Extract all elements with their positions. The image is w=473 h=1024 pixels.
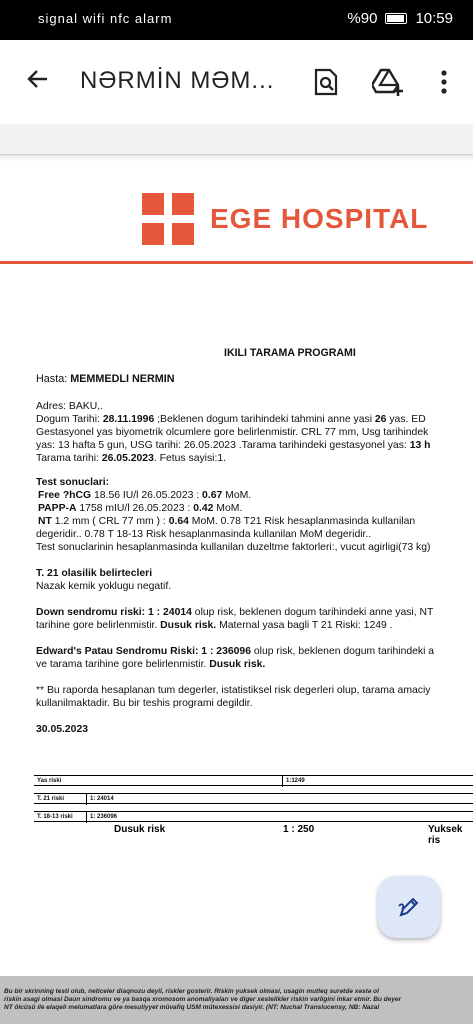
footer-line-3: NT ölcüsü ile elaqeli melumatlara görə mesuliyyet müvafiq USM mütexessisi dasiyir. (NT: Nuchal Translucensy, NB: Nazal bbox=[4, 1004, 380, 1011]
battery-percent: %90 bbox=[347, 10, 378, 27]
status-icons: signal wifi nfc alarm bbox=[38, 11, 173, 26]
nt-line: NT 1.2 mm ( CRL 77 mm ) : 0.64 MoM. 0.78 T21 Risk hesaplanmasinda kullanilan bbox=[38, 516, 416, 527]
risk-row-age: Yas riski 1:1249 bbox=[34, 775, 473, 786]
report-footer-disclaimer bbox=[0, 976, 473, 1024]
report-heading: IKILI TARAMA PROGRAMI bbox=[224, 347, 356, 359]
birth-date-line: Dogum Tarihi: 28.11.1996 ;Beklenen dogum tarihindeki tahmini anne yasi 26 yas. ED bbox=[36, 414, 426, 425]
scale-low-label: Dusuk risk bbox=[114, 824, 166, 835]
gestational-line: Gestasyonel yas biyometrik olcumlere gore belirlenmistir. CRL 77 mm, Usg tarihindek bbox=[36, 427, 429, 438]
scan-date-line: Tarama tarihi: 26.05.2023. Fetus sayisi:1. bbox=[36, 453, 227, 464]
hospital-logo bbox=[142, 193, 428, 245]
annotate-pen-icon[interactable] bbox=[378, 876, 440, 938]
clock: 10:59 bbox=[415, 10, 453, 27]
hospital-logo-mark bbox=[142, 193, 194, 245]
test-results-title: Test sonuclari: bbox=[36, 477, 110, 488]
free-hcg-line: Free ?hCG 18.56 IU/l 26.05.2023 : 0.67 MoM. bbox=[38, 490, 252, 501]
footer-line-1: Bu bir skrinning testi olub, neticeler diaqnozu deyil, riskler gosterir. Riskin yuksek olmasi, usagin mutleq surətdə xəstə ol bbox=[4, 988, 379, 995]
risk-row-t21: T. 21 riski 1: 24014 bbox=[34, 793, 473, 804]
edwards-risk-line: Edward's Patau Sendromu Riski: 1 : 236096 olup risk, beklenen dogum tarihindeki a bbox=[36, 646, 435, 657]
add-to-drive-icon[interactable] bbox=[370, 64, 406, 100]
search-in-document-icon[interactable] bbox=[308, 64, 344, 100]
disclaimer-line-2: kullanilmaktadir. Bu bir teshis programi degildir. bbox=[36, 698, 253, 709]
markers-title: T. 21 olasilik belirtecleri bbox=[36, 568, 153, 579]
papp-a-line: PAPP-A 1758 mIU/l 26.05.2023 : 0.42 MoM. bbox=[38, 503, 243, 514]
status-bar bbox=[0, 0, 473, 40]
patient-line: Hasta: MEMMEDLI NERMIN bbox=[36, 373, 175, 385]
header-divider bbox=[0, 261, 473, 264]
risk-row-t18-13: T. 18-13 riski 1: 236096 bbox=[34, 811, 473, 822]
down-risk-line-2: tarihine gore belirlenmistir. Dusuk risk. Maternal yasa bagli T 21 Riski: 1249 . bbox=[36, 620, 393, 631]
app-bar bbox=[0, 40, 473, 124]
usg-line: yas: 13 hafta 5 gun, USG tarihi: 26.05.2023 .Tarama tarihindeki gestasyonel yas: 13 h bbox=[36, 440, 431, 451]
address-line: Adres: BAKU,. bbox=[36, 401, 103, 412]
battery-icon bbox=[385, 13, 407, 24]
mom-note-line: degeridir.. 0.78 T 18-13 Risk hesaplanmasinda kullanilan MoM degeridir.. bbox=[36, 529, 372, 540]
correction-factors-line: Test sonuclarinin hesaplanmasinda kullanilan duzeltme faktorleri:, vucut agirligi(73 kg) bbox=[36, 542, 431, 553]
report-date: 30.05.2023 bbox=[36, 724, 89, 735]
hospital-name: EGE HOSPITAL bbox=[210, 203, 429, 234]
footer-line-2: riskin asagi olmasi Daun sindromu ve ya basqa xromosom anomaliyaları ve diger xestelikler riskin varligini inkar etmir. Bu deyer bbox=[4, 996, 402, 1003]
document-title: NƏRMİN MƏM... bbox=[80, 67, 275, 94]
back-arrow-icon[interactable] bbox=[22, 66, 54, 98]
down-risk-line: Down sendromu riski: 1 : 24014 olup risk, beklenen dogum tarihindeki anne yasi, NT bbox=[36, 607, 434, 618]
scale-mid-label: 1 : 250 bbox=[283, 824, 315, 835]
more-options-icon[interactable] bbox=[426, 64, 462, 100]
edwards-risk-line-2: ve tarama tarihine gore belirlenmistir. Dusuk risk. bbox=[36, 659, 266, 670]
disclaimer-line: ** Bu raporda hesaplanan tum degerler, istatistiksel risk degerleri olup, tarama amaciy bbox=[36, 685, 431, 696]
scale-high-label: Yuksek ris bbox=[428, 824, 463, 846]
markers-item: Nazak kemik yoklugu negatif. bbox=[36, 581, 172, 592]
